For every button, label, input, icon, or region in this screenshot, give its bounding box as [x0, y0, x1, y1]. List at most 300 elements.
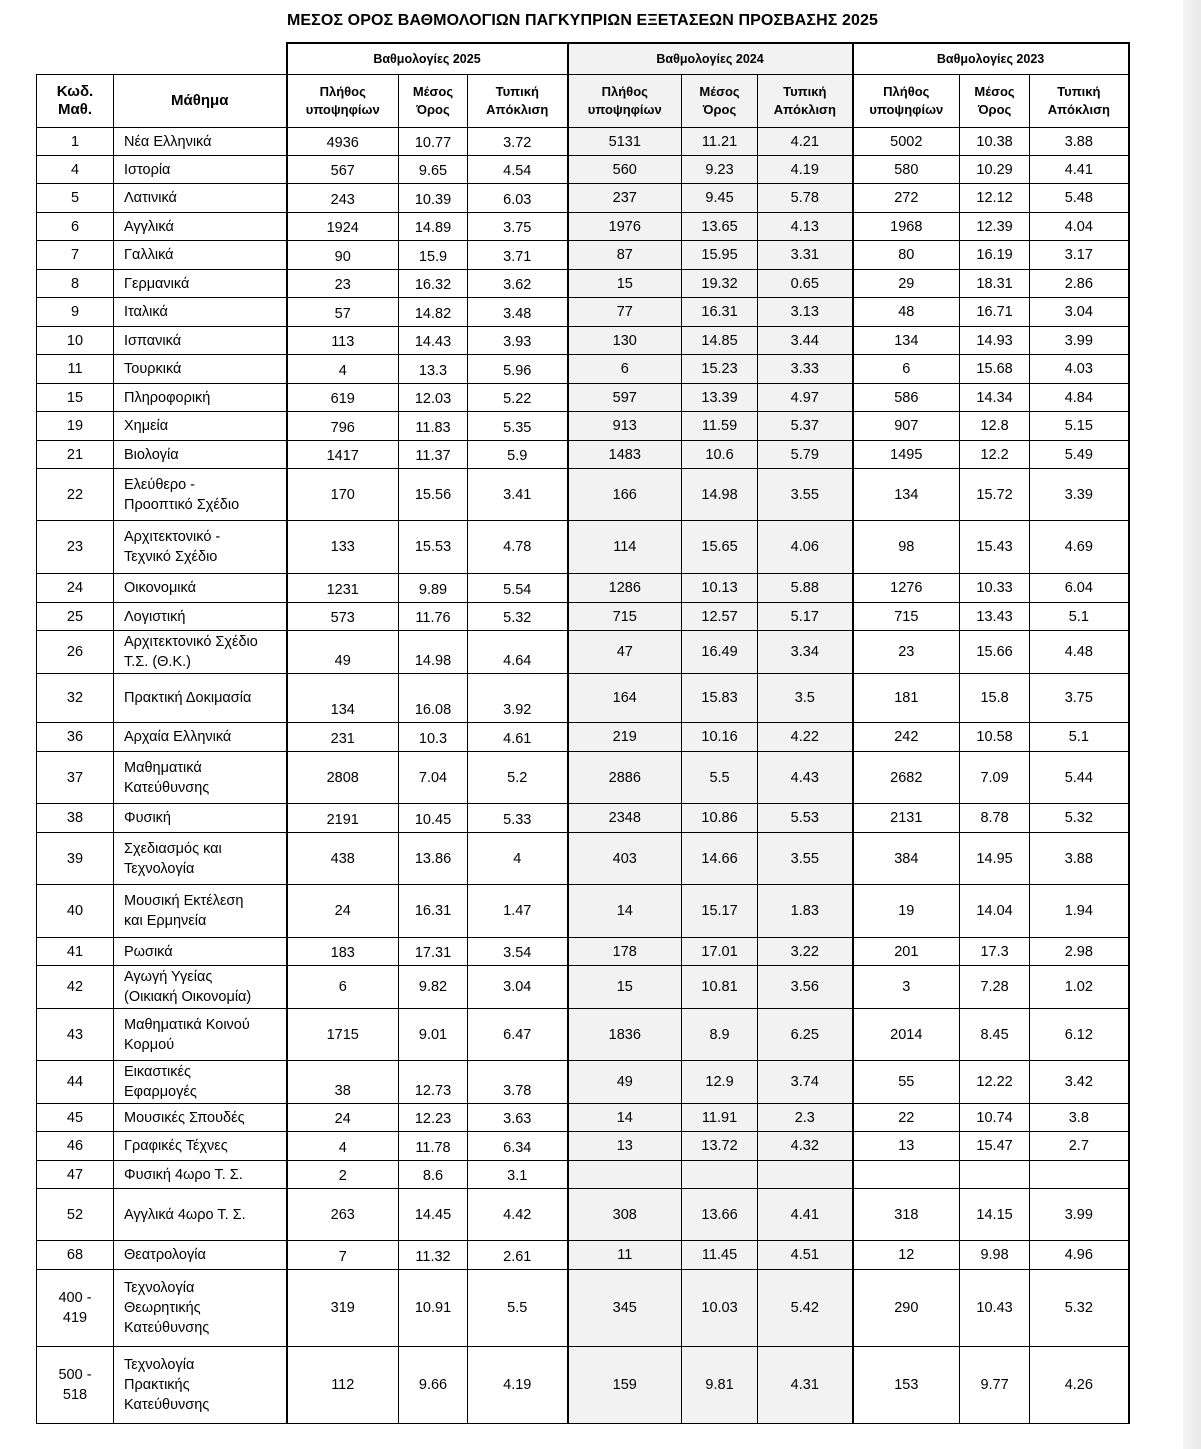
- count-2023-cell: 13: [853, 1132, 960, 1161]
- subject-cell: Πληροφορική: [114, 384, 287, 412]
- sd-2024-cell: 5.42: [758, 1270, 853, 1347]
- sd-2025-cell: 4.64: [468, 631, 568, 674]
- code-cell: 68: [37, 1241, 114, 1270]
- count-2024-cell: 87: [568, 241, 682, 270]
- code-cell: 19: [37, 412, 114, 441]
- column-header-row: [37, 75, 1129, 128]
- sd-2025-cell: 6.03: [468, 184, 568, 213]
- count-2025-cell: 170: [287, 469, 399, 521]
- count-2025-cell: 112: [287, 1347, 399, 1424]
- header-count-2024: Πλήθος υποψηφίων: [568, 75, 682, 128]
- sd-2023-cell: 3.39: [1030, 469, 1129, 521]
- mean-2024-cell: 9.45: [682, 184, 758, 213]
- mean-2023-cell: 14.93: [960, 327, 1030, 355]
- code-cell: 1: [37, 128, 114, 156]
- group-header-2024: Βαθμολογίες 2024: [568, 43, 853, 75]
- mean-2024-cell: [682, 1161, 758, 1189]
- code-cell: 39: [37, 833, 114, 885]
- mean-2023-cell: 14.04: [960, 885, 1030, 938]
- count-2025-cell: 619: [287, 384, 399, 412]
- count-2024-cell: 597: [568, 384, 682, 412]
- subject-cell: Ιστορία: [114, 156, 287, 184]
- sd-2025-cell: 6.47: [468, 1009, 568, 1061]
- table-row: [37, 412, 1129, 441]
- mean-2025-cell: 7.04: [399, 752, 468, 804]
- sd-2024-cell: 5.17: [758, 603, 853, 631]
- sd-2024-cell: 4.32: [758, 1132, 853, 1161]
- mean-2025-cell: 13.86: [399, 833, 468, 885]
- sd-2025-cell: 1.47: [468, 885, 568, 938]
- code-cell: 42: [37, 966, 114, 1009]
- count-2025-cell: 49: [287, 631, 399, 674]
- header-count-2023: Πλήθος υποψηφίων: [853, 75, 960, 128]
- count-2023-cell: 2682: [853, 752, 960, 804]
- header-sd-2023: Τυπική Απόκλιση: [1030, 75, 1129, 128]
- subject-cell: Λατινικά: [114, 184, 287, 213]
- mean-2025-cell: 15.9: [399, 241, 468, 270]
- table-row: [37, 1104, 1129, 1132]
- code-cell: 37: [37, 752, 114, 804]
- count-2023-cell: 2014: [853, 1009, 960, 1061]
- sd-2025-cell: 3.63: [468, 1104, 568, 1132]
- count-2025-cell: 2: [287, 1161, 399, 1189]
- sd-2023-cell: 5.49: [1030, 441, 1129, 469]
- table-row: [37, 833, 1129, 885]
- mean-2025-cell: 11.32: [399, 1241, 468, 1270]
- count-2023-cell: 12: [853, 1241, 960, 1270]
- mean-2024-cell: 9.81: [682, 1347, 758, 1424]
- count-2023-cell: 23: [853, 631, 960, 674]
- table-row: [37, 1241, 1129, 1270]
- mean-2024-cell: 15.23: [682, 355, 758, 384]
- count-2024-cell: 715: [568, 603, 682, 631]
- code-cell: 21: [37, 441, 114, 469]
- sd-2025-cell: 5.32: [468, 603, 568, 631]
- mean-2023-cell: 14.15: [960, 1189, 1030, 1241]
- mean-2023-cell: 7.09: [960, 752, 1030, 804]
- count-2024-cell: 178: [568, 938, 682, 966]
- table-row: [37, 213, 1129, 241]
- table-row: [37, 1132, 1129, 1161]
- code-cell: 26: [37, 631, 114, 674]
- sd-2023-cell: 3.42: [1030, 1061, 1129, 1104]
- code-cell: 36: [37, 723, 114, 752]
- count-2023-cell: 134: [853, 327, 960, 355]
- table-row: [37, 441, 1129, 469]
- sd-2025-cell: 5.96: [468, 355, 568, 384]
- count-2023-cell: 80: [853, 241, 960, 270]
- sd-2023-cell: 6.12: [1030, 1009, 1129, 1061]
- mean-2025-cell: 11.37: [399, 441, 468, 469]
- mean-2025-cell: 9.01: [399, 1009, 468, 1061]
- code-cell: 4: [37, 156, 114, 184]
- count-2024-cell: 1836: [568, 1009, 682, 1061]
- sd-2024-cell: 3.22: [758, 938, 853, 966]
- code-cell: 52: [37, 1189, 114, 1241]
- sd-2025-cell: 3.75: [468, 213, 568, 241]
- sd-2024-cell: 5.78: [758, 184, 853, 213]
- count-2024-cell: 13: [568, 1132, 682, 1161]
- mean-2024-cell: 12.9: [682, 1061, 758, 1104]
- code-cell: 11: [37, 355, 114, 384]
- count-2023-cell: 48: [853, 298, 960, 327]
- subject-cell: Φυσική 4ωρο Τ. Σ.: [114, 1161, 287, 1189]
- count-2024-cell: 15: [568, 966, 682, 1009]
- mean-2024-cell: 13.72: [682, 1132, 758, 1161]
- mean-2023-cell: 8.45: [960, 1009, 1030, 1061]
- mean-2025-cell: 11.78: [399, 1132, 468, 1161]
- table-row: [37, 938, 1129, 966]
- table-row: [37, 631, 1129, 674]
- mean-2023-cell: 10.43: [960, 1270, 1030, 1347]
- count-2024-cell: 6: [568, 355, 682, 384]
- table-row: [37, 723, 1129, 752]
- header-count-2025: Πλήθος υποψηφίων: [287, 75, 399, 128]
- sd-2024-cell: 5.53: [758, 804, 853, 833]
- mean-2023-cell: 10.29: [960, 156, 1030, 184]
- code-cell: 8: [37, 270, 114, 298]
- mean-2024-cell: 16.31: [682, 298, 758, 327]
- table-row: [37, 1061, 1129, 1104]
- subject-cell: Λογιστική: [114, 603, 287, 631]
- count-2023-cell: 715: [853, 603, 960, 631]
- sd-2023-cell: 5.48: [1030, 184, 1129, 213]
- count-2023-cell: 201: [853, 938, 960, 966]
- subject-cell: Γερμανικά: [114, 270, 287, 298]
- sd-2025-cell: 3.54: [468, 938, 568, 966]
- sd-2024-cell: 3.55: [758, 469, 853, 521]
- mean-2025-cell: 14.45: [399, 1189, 468, 1241]
- count-2023-cell: 1495: [853, 441, 960, 469]
- mean-2025-cell: 10.39: [399, 184, 468, 213]
- count-2023-cell: 242: [853, 723, 960, 752]
- count-2024-cell: 159: [568, 1347, 682, 1424]
- group-header-2025: Βαθμολογίες 2025: [287, 43, 568, 75]
- mean-2023-cell: 12.39: [960, 213, 1030, 241]
- code-cell: 22: [37, 469, 114, 521]
- mean-2024-cell: 16.49: [682, 631, 758, 674]
- table-row: [37, 270, 1129, 298]
- mean-2025-cell: 9.65: [399, 156, 468, 184]
- mean-2023-cell: 15.66: [960, 631, 1030, 674]
- count-2023-cell: 2131: [853, 804, 960, 833]
- mean-2023-cell: 10.33: [960, 574, 1030, 603]
- sd-2023-cell: 4.04: [1030, 213, 1129, 241]
- sd-2025-cell: 3.78: [468, 1061, 568, 1104]
- subject-cell: Νέα Ελληνικά: [114, 128, 287, 156]
- header-mean-2023: Μέσος Όρος: [960, 75, 1030, 128]
- count-2024-cell: 345: [568, 1270, 682, 1347]
- mean-2025-cell: 12.23: [399, 1104, 468, 1132]
- code-cell: 5: [37, 184, 114, 213]
- subject-cell: Τεχνολογία Πρακτικής Κατεύθυνσης: [114, 1347, 287, 1424]
- sd-2023-cell: 5.32: [1030, 804, 1129, 833]
- table-row: [37, 752, 1129, 804]
- table-row: [37, 603, 1129, 631]
- sd-2024-cell: 3.44: [758, 327, 853, 355]
- sd-2023-cell: 5.1: [1030, 603, 1129, 631]
- count-2023-cell: 580: [853, 156, 960, 184]
- count-2025-cell: 1715: [287, 1009, 399, 1061]
- mean-2025-cell: 14.89: [399, 213, 468, 241]
- header-sd-2025: Τυπική Απόκλιση: [468, 75, 568, 128]
- mean-2024-cell: 10.16: [682, 723, 758, 752]
- count-2024-cell: 308: [568, 1189, 682, 1241]
- count-2024-cell: 2348: [568, 804, 682, 833]
- subject-cell: Μαθηματικά Κοινού Κορμού: [114, 1009, 287, 1061]
- mean-2025-cell: 10.45: [399, 804, 468, 833]
- count-2025-cell: 567: [287, 156, 399, 184]
- mean-2025-cell: 12.03: [399, 384, 468, 412]
- count-2024-cell: 15: [568, 270, 682, 298]
- count-2023-cell: 290: [853, 1270, 960, 1347]
- count-2025-cell: 90: [287, 241, 399, 270]
- sd-2024-cell: 4.22: [758, 723, 853, 752]
- mean-2025-cell: 12.73: [399, 1061, 468, 1104]
- mean-2023-cell: 13.43: [960, 603, 1030, 631]
- count-2024-cell: 130: [568, 327, 682, 355]
- code-cell: 400 - 419: [37, 1270, 114, 1347]
- code-cell: 40: [37, 885, 114, 938]
- sd-2023-cell: 3.99: [1030, 1189, 1129, 1241]
- mean-2023-cell: 12.8: [960, 412, 1030, 441]
- header-sd-2024: Τυπική Απόκλιση: [758, 75, 853, 128]
- count-2025-cell: 57: [287, 298, 399, 327]
- table-row: [37, 298, 1129, 327]
- table-row: [37, 574, 1129, 603]
- table-row: [37, 885, 1129, 938]
- sd-2024-cell: 5.79: [758, 441, 853, 469]
- page-title: ΜΕΣΟΣ ΟΡΟΣ ΒΑΘΜΟΛΟΓΙΩΝ ΠΑΓΚΥΠΡΙΩΝ ΕΞΕΤΑΣΕΩΝ ΠΡΟΣΒΑΣΗΣ 2025: [286, 12, 879, 29]
- sd-2023-cell: 5.1: [1030, 723, 1129, 752]
- code-cell: 44: [37, 1061, 114, 1104]
- mean-2024-cell: 15.95: [682, 241, 758, 270]
- sd-2023-cell: 3.88: [1030, 833, 1129, 885]
- header-subject: Μάθημα: [114, 75, 287, 128]
- count-2025-cell: 2191: [287, 804, 399, 833]
- mean-2024-cell: 15.65: [682, 521, 758, 574]
- mean-2025-cell: 11.76: [399, 603, 468, 631]
- sd-2024-cell: 0.65: [758, 270, 853, 298]
- count-2025-cell: 134: [287, 674, 399, 723]
- sd-2023-cell: 1.02: [1030, 966, 1129, 1009]
- count-2024-cell: 114: [568, 521, 682, 574]
- header-mean-2024: Μέσος Όρος: [682, 75, 758, 128]
- sd-2023-cell: 2.98: [1030, 938, 1129, 966]
- count-2023-cell: 384: [853, 833, 960, 885]
- mean-2023-cell: 18.31: [960, 270, 1030, 298]
- subject-cell: Μουσικές Σπουδές: [114, 1104, 287, 1132]
- subject-cell: Οικονομικά: [114, 574, 287, 603]
- sd-2024-cell: [758, 1161, 853, 1189]
- header-code: Κωδ. Μαθ.: [37, 75, 114, 128]
- count-2025-cell: 24: [287, 885, 399, 938]
- sd-2024-cell: 4.21: [758, 128, 853, 156]
- mean-2023-cell: 12.22: [960, 1061, 1030, 1104]
- mean-2025-cell: 14.82: [399, 298, 468, 327]
- sd-2024-cell: 3.5: [758, 674, 853, 723]
- mean-2023-cell: 17.3: [960, 938, 1030, 966]
- subject-cell: Αγγλικά: [114, 213, 287, 241]
- sd-2024-cell: 4.19: [758, 156, 853, 184]
- count-2024-cell: [568, 1161, 682, 1189]
- sd-2024-cell: 4.51: [758, 1241, 853, 1270]
- subject-cell: Τουρκικά: [114, 355, 287, 384]
- sd-2023-cell: 1.94: [1030, 885, 1129, 938]
- sd-2025-cell: 3.71: [468, 241, 568, 270]
- subject-cell: Αγωγή Υγείας (Οικιακή Οικονομία): [114, 966, 287, 1009]
- sd-2023-cell: [1030, 1161, 1129, 1189]
- sd-2023-cell: 6.04: [1030, 574, 1129, 603]
- count-2024-cell: 5131: [568, 128, 682, 156]
- code-cell: 9: [37, 298, 114, 327]
- count-2023-cell: 5002: [853, 128, 960, 156]
- count-2023-cell: 55: [853, 1061, 960, 1104]
- sd-2023-cell: 3.17: [1030, 241, 1129, 270]
- mean-2024-cell: 10.6: [682, 441, 758, 469]
- sd-2025-cell: 5.54: [468, 574, 568, 603]
- code-cell: 43: [37, 1009, 114, 1061]
- code-cell: 23: [37, 521, 114, 574]
- sd-2023-cell: 4.48: [1030, 631, 1129, 674]
- table-row: [37, 966, 1129, 1009]
- count-2024-cell: 560: [568, 156, 682, 184]
- count-2023-cell: 586: [853, 384, 960, 412]
- count-2023-cell: 134: [853, 469, 960, 521]
- table-row: [37, 384, 1129, 412]
- count-2023-cell: 3: [853, 966, 960, 1009]
- sd-2025-cell: 5.22: [468, 384, 568, 412]
- mean-2024-cell: 12.57: [682, 603, 758, 631]
- mean-2025-cell: 9.66: [399, 1347, 468, 1424]
- subject-cell: Μουσική Εκτέλεση και Ερμηνεία: [114, 885, 287, 938]
- count-2025-cell: 4936: [287, 128, 399, 156]
- count-2024-cell: 913: [568, 412, 682, 441]
- sd-2024-cell: 3.55: [758, 833, 853, 885]
- sd-2025-cell: 3.92: [468, 674, 568, 723]
- count-2025-cell: 183: [287, 938, 399, 966]
- mean-2025-cell: 10.91: [399, 1270, 468, 1347]
- subject-cell: Αγγλικά 4ωρο Τ. Σ.: [114, 1189, 287, 1241]
- mean-2025-cell: 16.31: [399, 885, 468, 938]
- count-2024-cell: 166: [568, 469, 682, 521]
- mean-2025-cell: 9.89: [399, 574, 468, 603]
- sd-2024-cell: 2.3: [758, 1104, 853, 1132]
- table-row: [37, 1189, 1129, 1241]
- mean-2025-cell: 15.53: [399, 521, 468, 574]
- mean-2023-cell: 10.74: [960, 1104, 1030, 1132]
- subject-cell: Βιολογία: [114, 441, 287, 469]
- mean-2025-cell: 13.3: [399, 355, 468, 384]
- count-2025-cell: 1924: [287, 213, 399, 241]
- sd-2025-cell: 5.5: [468, 1270, 568, 1347]
- count-2025-cell: 243: [287, 184, 399, 213]
- mean-2023-cell: 14.34: [960, 384, 1030, 412]
- count-2025-cell: 24: [287, 1104, 399, 1132]
- mean-2024-cell: 10.81: [682, 966, 758, 1009]
- mean-2023-cell: 15.43: [960, 521, 1030, 574]
- mean-2025-cell: 17.31: [399, 938, 468, 966]
- sd-2025-cell: 4.19: [468, 1347, 568, 1424]
- table-row: [37, 469, 1129, 521]
- count-2025-cell: 319: [287, 1270, 399, 1347]
- count-2025-cell: 438: [287, 833, 399, 885]
- code-cell: 24: [37, 574, 114, 603]
- table-row: [37, 521, 1129, 574]
- mean-2025-cell: 10.3: [399, 723, 468, 752]
- sd-2023-cell: 3.88: [1030, 128, 1129, 156]
- count-2023-cell: 1968: [853, 213, 960, 241]
- table-row: [37, 156, 1129, 184]
- sd-2023-cell: 4.26: [1030, 1347, 1129, 1424]
- mean-2025-cell: 14.98: [399, 631, 468, 674]
- mean-2024-cell: 10.13: [682, 574, 758, 603]
- mean-2024-cell: 14.85: [682, 327, 758, 355]
- table-row: [37, 804, 1129, 833]
- mean-2023-cell: [960, 1161, 1030, 1189]
- count-2024-cell: 403: [568, 833, 682, 885]
- sd-2023-cell: 5.32: [1030, 1270, 1129, 1347]
- sd-2024-cell: 1.83: [758, 885, 853, 938]
- sd-2025-cell: 3.48: [468, 298, 568, 327]
- count-2024-cell: 1286: [568, 574, 682, 603]
- subject-cell: Γαλλικά: [114, 241, 287, 270]
- count-2023-cell: [853, 1161, 960, 1189]
- sd-2024-cell: 4.97: [758, 384, 853, 412]
- mean-2024-cell: 11.21: [682, 128, 758, 156]
- sd-2023-cell: 2.7: [1030, 1132, 1129, 1161]
- sd-2023-cell: 4.69: [1030, 521, 1129, 574]
- subject-cell: Ελεύθερο - Προοπτικό Σχέδιο: [114, 469, 287, 521]
- mean-2024-cell: 10.03: [682, 1270, 758, 1347]
- mean-2023-cell: 9.77: [960, 1347, 1030, 1424]
- sd-2024-cell: 4.13: [758, 213, 853, 241]
- sd-2023-cell: 3.75: [1030, 674, 1129, 723]
- count-2025-cell: 231: [287, 723, 399, 752]
- count-2024-cell: 219: [568, 723, 682, 752]
- count-2025-cell: 2808: [287, 752, 399, 804]
- mean-2024-cell: 17.01: [682, 938, 758, 966]
- count-2023-cell: 272: [853, 184, 960, 213]
- mean-2023-cell: 12.2: [960, 441, 1030, 469]
- code-cell: 47: [37, 1161, 114, 1189]
- mean-2023-cell: 15.47: [960, 1132, 1030, 1161]
- group-header-row: [37, 43, 1129, 75]
- mean-2024-cell: 14.98: [682, 469, 758, 521]
- sd-2024-cell: 6.25: [758, 1009, 853, 1061]
- subject-cell: Μαθηματικά Κατεύθυνσης: [114, 752, 287, 804]
- sd-2023-cell: 2.86: [1030, 270, 1129, 298]
- sd-2025-cell: 4.78: [468, 521, 568, 574]
- mean-2024-cell: 13.39: [682, 384, 758, 412]
- table-row: [37, 1347, 1129, 1424]
- count-2023-cell: 153: [853, 1347, 960, 1424]
- sd-2024-cell: 4.41: [758, 1189, 853, 1241]
- mean-2023-cell: 7.28: [960, 966, 1030, 1009]
- count-2025-cell: 1417: [287, 441, 399, 469]
- mean-2025-cell: 15.56: [399, 469, 468, 521]
- sd-2025-cell: 3.1: [468, 1161, 568, 1189]
- count-2025-cell: 38: [287, 1061, 399, 1104]
- sd-2025-cell: 5.9: [468, 441, 568, 469]
- subject-cell: Αρχιτεκτονικό Σχέδιο Τ.Σ. (Θ.Κ.): [114, 631, 287, 674]
- sd-2025-cell: 5.2: [468, 752, 568, 804]
- count-2024-cell: 14: [568, 1104, 682, 1132]
- count-2024-cell: 2886: [568, 752, 682, 804]
- count-2024-cell: 237: [568, 184, 682, 213]
- table-row: [37, 241, 1129, 270]
- sd-2025-cell: 3.72: [468, 128, 568, 156]
